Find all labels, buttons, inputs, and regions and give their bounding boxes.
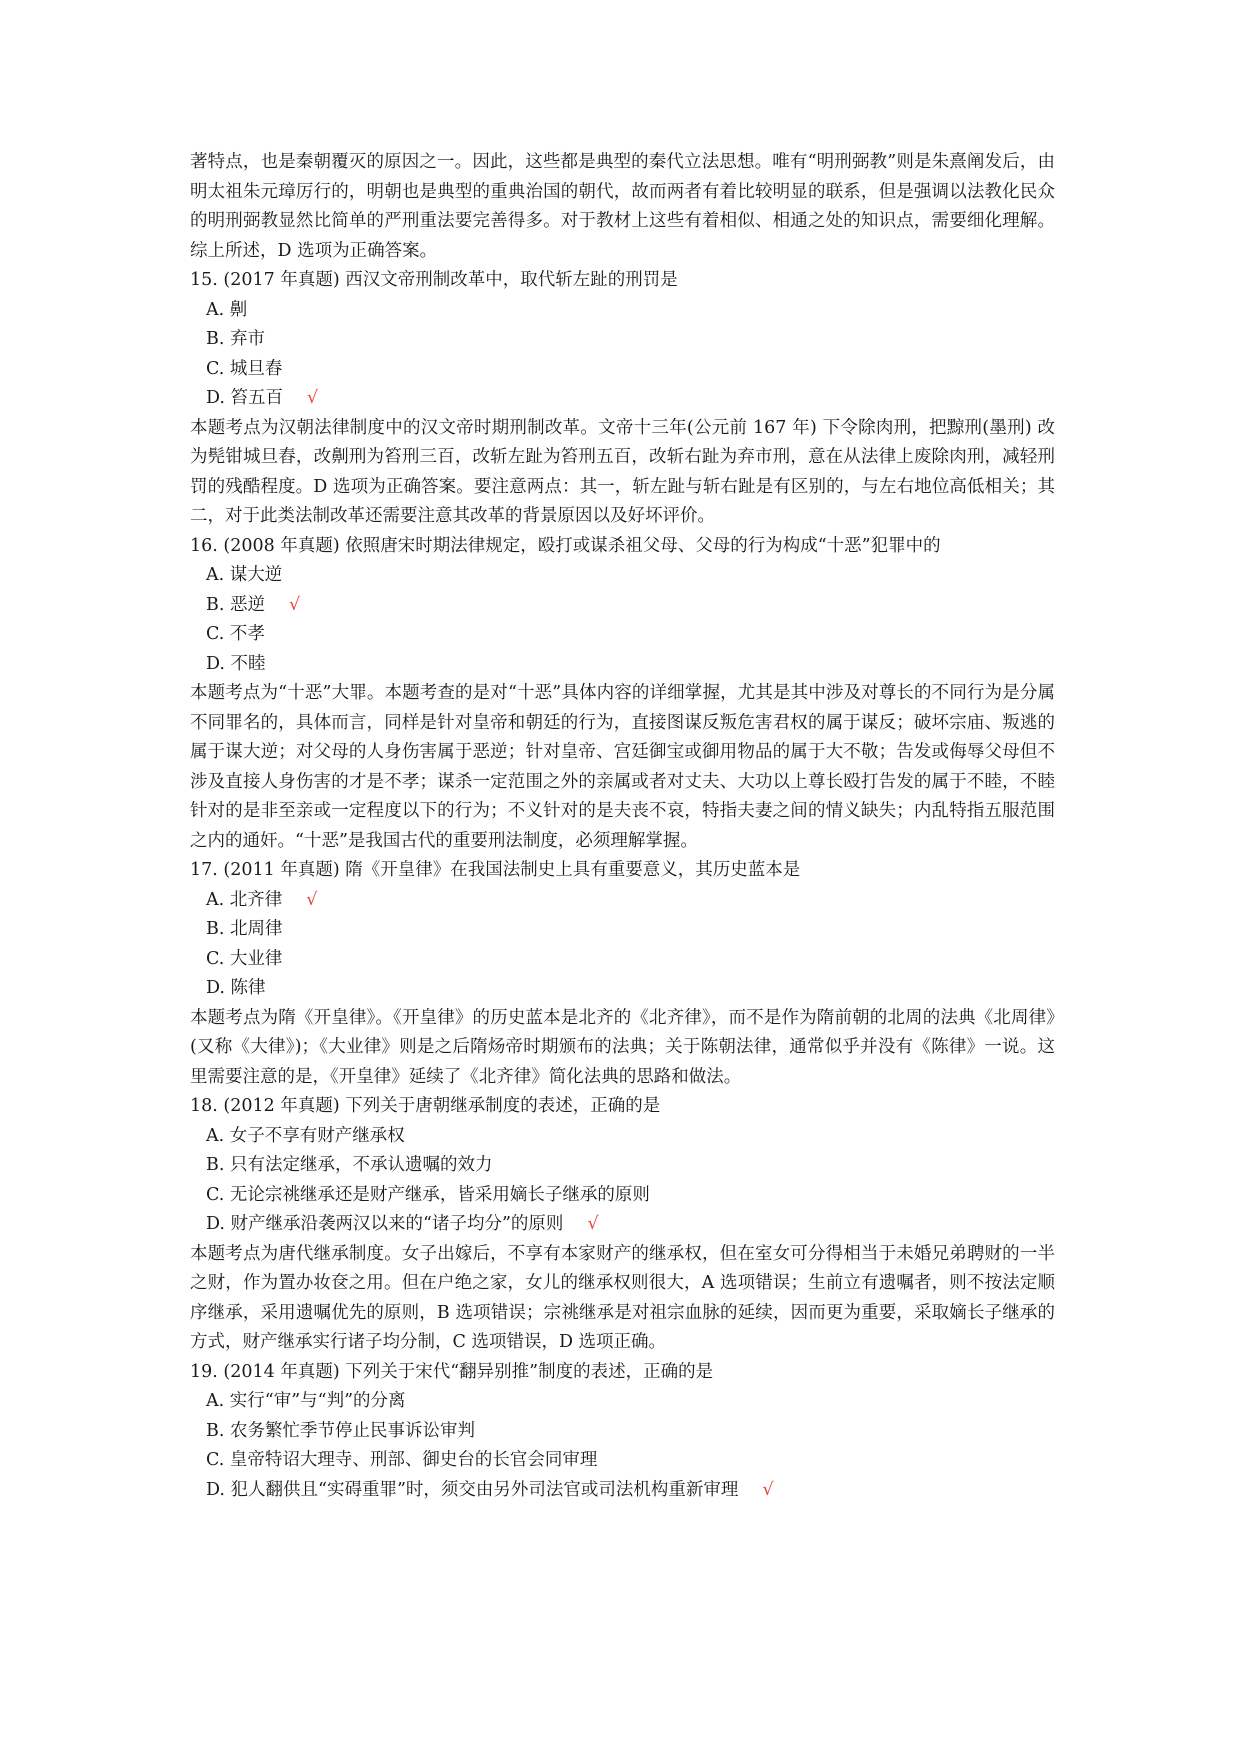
answer-option: [190, 1476, 1055, 1506]
answer-option: [190, 1387, 1055, 1417]
option-text: A. 劓: [206, 299, 248, 320]
option-text: D. 财产继承沿袭两汉以来的“诸子均分”的原则: [206, 1214, 564, 1234]
explanation-paragraph: 本题考点为汉朝法律制度中的汉文帝时期刑制改革。文帝十三年(公元前 167 年) 下令除肉刑，把黥刑(墨刑) 改为髡钳城旦舂，改劓刑为笞刑三百，改斩左趾为笞刑五百，改斩右趾为弃市刑，意在从法律上废除肉刑，减轻刑罚的残酷程度。D 选项为正确答案。要注意两点：其一，斩左趾与斩右趾是有区别的，与左右地位高低相关；其二，对于此类法制改革还需要注意其改革的背景原因以及好坏评价。: [190, 417, 1055, 526]
explanation-paragraph: 本题考点为唐代继承制度。女子出嫁后，不享有本家财产的继承权，但在室女可分得相当于未婚兄弟聘财的一半之财，作为置办妆奁之用。但在户绝之家，女儿的继承权则很大，A 选项错误；生前立有遗嘱者，则不按法定顺序继承，采用遗嘱优先的原则，B 选项错误；宗祧继承是对祖宗血脉的延续，因而更为重要，采取嫡长子继承的方式，财产继承实行诸子均分制，C 选项错误，D 选项正确。: [190, 1243, 1055, 1352]
option-text: B. 恶逆: [206, 594, 265, 615]
option-text: B. 弃市: [206, 329, 265, 349]
option-text: A. 女子不享有财产继承权: [206, 1125, 405, 1146]
answer-option: [190, 325, 1055, 355]
answer-option: [190, 1446, 1055, 1476]
answer-option: [190, 355, 1055, 385]
question-stem: 17. (2011 年真题) 隋《开皇律》在我国法制史上具有重要意义，其历史蓝本是: [190, 860, 801, 880]
option-text: D. 陈律: [206, 978, 266, 998]
correct-check-icon: √: [289, 594, 301, 615]
answer-option: [190, 974, 1055, 1004]
option-text: A. 谋大逆: [206, 565, 283, 585]
option-text: C. 皇帝特诏大理寺、刑部、御史台的长官会同审理: [206, 1450, 598, 1470]
question-stem: 19. (2014 年真题) 下列关于宋代“翻异别推”制度的表述，正确的是: [190, 1361, 714, 1382]
answer-option: [190, 591, 1055, 621]
answer-option: [190, 1122, 1055, 1152]
question-stem: 15. (2017 年真题) 西汉文帝刑制改革中，取代斩左趾的刑罚是: [190, 270, 678, 290]
option-text: D. 笞五百: [206, 388, 284, 408]
option-text: C. 城旦舂: [206, 358, 283, 379]
explanation-paragraph: 本题考点为隋《开皇律》。《开皇律》的历史蓝本是北齐的《北齐律》，而不是作为隋前朝的北周的法典《北周律》(又称《大律》)；《大业律》则是之后隋炀帝时期颁布的法典；关于陈朝法律，通常似乎并没有《陈律》一说。这里需要注意的是，《开皇律》延续了《北齐律》简化法典的思路和做法。: [190, 1007, 1055, 1087]
option-text: B. 只有法定继承，不承认遗嘱的效力: [206, 1155, 493, 1175]
question-stem: 16. (2008 年真题) 依照唐宋时期法律规定，殴打或谋杀祖父母、父母的行为构成“十恶”犯罪中的: [190, 535, 941, 556]
option-text: A. 实行“审”与“判”的分离: [206, 1391, 406, 1411]
answer-option: [190, 561, 1055, 591]
answer-option: [190, 1417, 1055, 1447]
option-text: A. 北齐律: [206, 889, 283, 910]
correct-check-icon: √: [306, 889, 318, 910]
option-text: B. 北周律: [206, 919, 283, 939]
answer-option: [190, 296, 1055, 326]
document-body: [190, 148, 1055, 1505]
answer-option: [190, 915, 1055, 945]
explanation-paragraph: 著特点，也是秦朝覆灭的原因之一。因此，这些都是典型的秦代立法思想。唯有“明刑弼教”则是朱熹阐发后，由明太祖朱元璋厉行的，明朝也是典型的重典治国的朝代，故而两者有着比较明显的联系，但是强调以法教化民众的明刑弼教显然比简单的严刑重法要完善得多。对于教材上这些有着相似、相通之处的知识点，需要细化理解。综上所述，D 选项为正确答案。: [190, 152, 1055, 261]
option-text: C. 不孝: [206, 624, 265, 644]
question-stem: 18. (2012 年真题) 下列关于唐朝继承制度的表述，正确的是: [190, 1096, 661, 1116]
answer-option: [190, 1181, 1055, 1211]
answer-option: [190, 1151, 1055, 1181]
explanation-paragraph: 本题考点为“十恶”大罪。本题考查的是对“十恶”具体内容的详细掌握，尤其是其中涉及对尊长的不同行为是分属不同罪名的，具体而言，同样是针对皇帝和朝廷的行为，直接图谋反叛危害君权的属于谋反；破坏宗庙、叛逃的属于谋大逆；对父母的人身伤害属于恶逆；针对皇帝、宫廷御宝或御用物品的属于大不敬；告发或侮辱父母但不涉及直接人身伤害的才是不孝；谋杀一定范围之外的亲属或者对丈夫、大功以上尊长殴打告发的属于不睦，不睦针对的是非至亲或一定程度以下的行为；不义针对的是夫丧不哀，特指夫妻之间的情义缺失；内乱特指五服范围之内的通奸。“十恶”是我国古代的重要刑法制度，必须理解掌握。: [190, 683, 1055, 851]
option-text: D. 犯人翻供且“实碍重罪”时，须交由另外司法官或司法机构重新审理: [206, 1479, 739, 1500]
correct-check-icon: √: [762, 1479, 774, 1500]
correct-check-icon: √: [307, 388, 319, 408]
answer-option: [190, 384, 1055, 414]
correct-check-icon: √: [587, 1214, 599, 1234]
answer-option: [190, 650, 1055, 680]
option-text: D. 不睦: [206, 653, 266, 674]
answer-option: [190, 886, 1055, 916]
option-text: C. 大业律: [206, 948, 283, 969]
option-text: C. 无论宗祧继承还是财产继承，皆采用嫡长子继承的原则: [206, 1184, 650, 1205]
answer-option: [190, 1210, 1055, 1240]
answer-option: [190, 620, 1055, 650]
answer-option: [190, 945, 1055, 975]
option-text: B. 农务繁忙季节停止民事诉讼审判: [206, 1420, 475, 1441]
